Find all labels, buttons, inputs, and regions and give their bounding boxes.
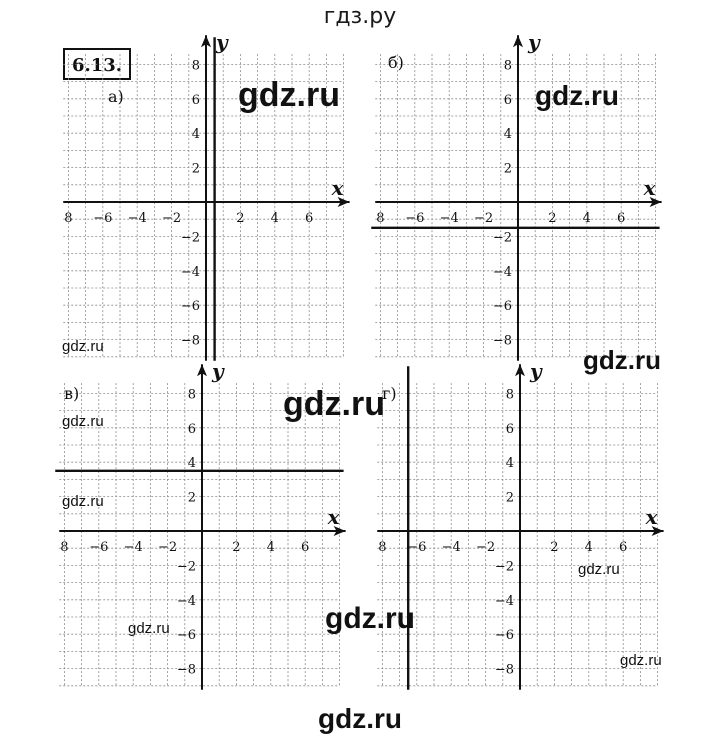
x-tick-label: −2 [158, 540, 178, 555]
x-tick-label: 4 [266, 540, 275, 555]
y-axis-label: y [530, 359, 542, 384]
y-tick-label: 6 [503, 92, 512, 108]
x-tick-label: −4 [123, 540, 143, 555]
y-tick-label: 8 [187, 387, 196, 403]
y-tick-label: −2 [176, 559, 196, 575]
x-axis-label: x [327, 505, 340, 529]
y-tick-label: −8 [176, 662, 196, 678]
x-tick-label: 8 [378, 540, 387, 555]
x-tick-label: 8 [376, 211, 385, 226]
footer-watermark: gdz.ru [318, 703, 402, 734]
x-tick-label: 6 [619, 540, 628, 555]
y-tick-label: 2 [505, 490, 514, 506]
y-tick-label: −2 [180, 230, 200, 246]
x-tick-label: −4 [441, 540, 461, 555]
panel-label: а) [108, 87, 124, 106]
x-tick-label: −6 [405, 211, 425, 226]
panel-label: в) [64, 384, 80, 403]
x-tick-label: −2 [476, 540, 496, 555]
watermark-d-2: gdz.ru [620, 652, 662, 669]
y-tick-label: 4 [191, 127, 200, 143]
watermark-a-corner: gdz.ru [62, 338, 104, 355]
site-title: гдз.ру [323, 4, 397, 29]
watermark-b-corner: gdz.ru [583, 345, 661, 375]
y-tick-label: −8 [494, 662, 514, 678]
problem-number-text: 6.13. [71, 55, 123, 76]
y-tick-label: 6 [187, 421, 196, 437]
y-tick-label: −4 [492, 264, 512, 280]
panel-label: г) [382, 384, 397, 403]
y-tick-label: −6 [176, 628, 196, 644]
y-tick-label: 4 [503, 127, 512, 143]
panel-label: б) [388, 53, 404, 72]
watermark-lower: gdz.ru [325, 602, 415, 635]
y-tick-label: −4 [176, 593, 196, 609]
grid-3 [377, 383, 657, 686]
watermark-c-2: gdz.ru [62, 493, 104, 510]
y-tick-label: 2 [503, 161, 512, 177]
x-tick-label: −2 [474, 211, 494, 226]
y-axis-label: y [212, 359, 224, 384]
x-tick-label: 2 [236, 211, 245, 226]
y-tick-label: −2 [494, 559, 514, 575]
x-tick-label: 8 [60, 540, 69, 555]
y-tick-label: 6 [191, 92, 200, 108]
x-tick-label: −6 [407, 540, 427, 555]
y-tick-label: 2 [191, 161, 200, 177]
y-tick-label: 8 [505, 387, 514, 403]
x-tick-label: 2 [232, 540, 241, 555]
y-tick-label: −8 [492, 333, 512, 349]
y-tick-label: −2 [492, 230, 512, 246]
x-tick-label: 4 [270, 211, 279, 226]
x-tick-label: −2 [162, 211, 182, 226]
y-tick-label: −4 [180, 264, 200, 280]
x-tick-label: −6 [89, 540, 109, 555]
y-tick-label: −6 [494, 628, 514, 644]
y-tick-label: 4 [505, 456, 514, 472]
y-tick-label: −8 [180, 333, 200, 349]
y-tick-label: −4 [494, 593, 514, 609]
y-axis-label: y [528, 30, 540, 55]
x-tick-label: 6 [305, 211, 314, 226]
watermark-b: gdz.ru [535, 80, 619, 111]
panel-3 [377, 359, 663, 690]
watermark-c-1: gdz.ru [62, 413, 104, 430]
x-tick-label: −4 [439, 211, 459, 226]
x-tick-label: 2 [550, 540, 559, 555]
x-tick-label: −4 [127, 211, 147, 226]
y-tick-label: −6 [180, 299, 200, 315]
y-axis-label: y [216, 30, 228, 55]
watermark-d-1: gdz.ru [578, 561, 620, 578]
x-tick-label: 6 [301, 540, 310, 555]
x-tick-label: 8 [64, 211, 73, 226]
x-axis-label: x [645, 505, 658, 529]
watermark-a: gdz.ru [238, 76, 340, 114]
y-tick-label: −6 [492, 299, 512, 315]
x-axis-label: x [643, 176, 656, 200]
watermark-center: gdz.ru [283, 385, 385, 423]
y-tick-label: 8 [503, 58, 512, 74]
y-tick-label: 6 [505, 421, 514, 437]
y-tick-label: 8 [191, 58, 200, 74]
x-tick-label: −6 [93, 211, 113, 226]
x-tick-label: 2 [548, 211, 557, 226]
y-tick-label: 4 [187, 456, 196, 472]
watermark-c-3: gdz.ru [128, 620, 170, 637]
x-tick-label: 6 [617, 211, 626, 226]
y-tick-label: 2 [187, 490, 196, 506]
x-tick-label: 4 [582, 211, 591, 226]
x-tick-label: 4 [584, 540, 593, 555]
x-axis-label: x [331, 176, 344, 200]
